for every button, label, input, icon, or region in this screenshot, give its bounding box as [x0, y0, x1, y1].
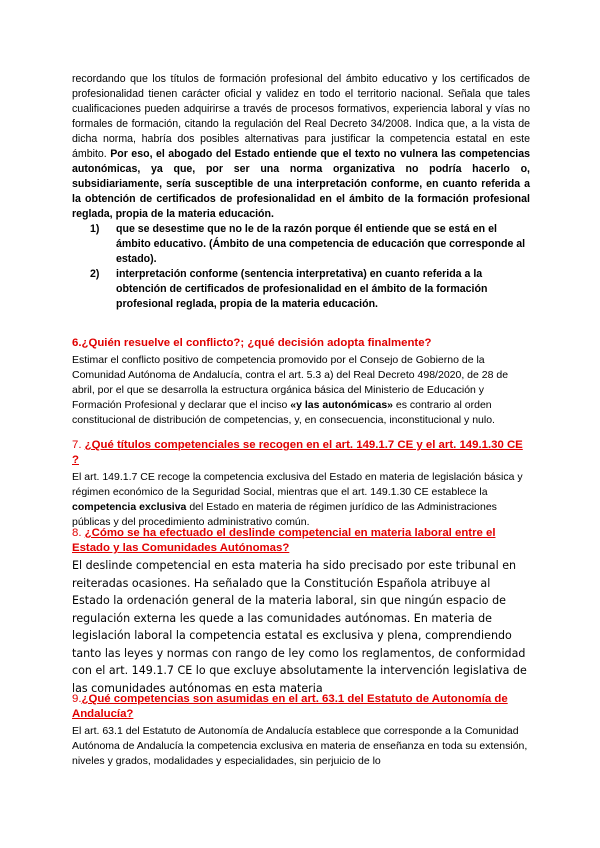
question-7: [72, 438, 530, 530]
intro-text: recordando que los títulos de formación profesional del ámbito educativo y los certificados de profesionalidad tienen carácter oficial y validez en todo el territorio nacional. Señala que tales cualificaciones pueden adquirirse a través de procesos formativos, experiencia laboral y vías no formales de formación, citando la regulación del Real Decreto 34/2008. Indica que, a la vista de dicha norma, habría dos posibles alternativas para justificar la competencia estatal en este ámbito.: [72, 73, 530, 160]
question-7-heading: [72, 438, 530, 468]
question-8-answer: El deslinde competencial en esta materia ha sido precisado por este tribunal en reiteradas ocasiones. Ha señalado que la Constitución Española atribuye al Estado la ordenación general de la materia laboral, sin que ningún espacio de regulación externa les quede a las comunidades autónomas. En materia de legislación laboral la competencia estatal es exclusiva y plena, comprendiendo tanto las leyes y normas con rango de ley como los reglamentos, de conformidad con el art. 149.1.7 CE lo que excluye absolutamente la intervención legislativa de las comunidades autónomas en esta materia: [72, 559, 527, 695]
list-item: [90, 222, 530, 267]
question-8-heading: [72, 526, 530, 556]
question-9-heading: [72, 692, 530, 722]
question-6-heading: 6.¿Quién resuelve el conflicto?; ¿qué decisión adopta finalmente?: [72, 337, 432, 349]
heading-text: ¿Qué títulos competenciales se recogen en el art. 149.1.7 CE y el art. 149.1.30 CE ?: [72, 439, 523, 466]
answer-text: Estimar el conflicto positivo de competencia promovido por el Consejo de Gobierno de la Comunidad Autónoma de Andalucía, contra el art. 5.3 a) del Real Decreto 498/2020, de 28 de abril, por el que se desarrolla la estructura orgánica básica del Ministerio de Educación y Formación Profesional y declarar que el inciso: [72, 354, 509, 411]
list-item-number: 1): [90, 223, 100, 235]
answer-text: El art. 149.1.7 CE recoge la competencia exclusiva del Estado en materia de legislación básica y régimen económico de la Seguridad Social, mientras que el art. 149.1.30 CE establece la: [72, 471, 523, 498]
list-item: [90, 267, 530, 312]
question-9-answer: El art. 63.1 del Estatuto de Autonomía de Andalucía establece que corresponde a la Comunidad Autónoma de Andalucía la competencia exclusiva en materia de enseñanza en toda su extensión, niveles y grados, modalidades y especialidades, sin perjuicio de lo: [72, 725, 528, 767]
intro-paragraph: [72, 72, 530, 222]
answer-bold-text: competencia exclusiva: [72, 501, 187, 513]
question-7-answer: [72, 470, 530, 530]
heading-text: ¿Qué competencias son asumidas en el art. 63.1 del Estatuto de Autonomía de Andalucía?: [72, 693, 508, 720]
heading-text: ¿Cómo se ha efectuado el deslinde competencial en materia laboral entre el Estado y las Comunidades Autónomas?: [72, 527, 496, 554]
list-item-text: interpretación conforme (sentencia interpretativa) en cuanto referida a la obtención de certificados de profesionalidad en el ámbito de la formación profesional reglada, propia de la materia educación.: [116, 268, 488, 310]
question-6: [72, 336, 530, 428]
question-9: [72, 692, 530, 769]
answer-text: del Estado en materia de régimen jurídico de las Administraciones públicas y del procedimiento administrativo común.: [72, 501, 497, 528]
alternatives-list: [90, 222, 530, 312]
answer-text: es contrario al orden constitucional de distribución de competencias, y, en consecuencia, inconstitucional y nulo.: [72, 399, 495, 426]
heading-number: 9.: [72, 693, 82, 705]
heading-number: 7.: [72, 439, 85, 451]
question-6-answer: [72, 353, 530, 428]
heading-number: 8.: [72, 527, 85, 539]
list-item-number: 2): [90, 268, 100, 280]
answer-bold-text: «y las autonómicas»: [290, 399, 393, 411]
question-8: [72, 526, 530, 697]
list-item-text: que se desestime que no le de la razón porque él entiende que se está en el ámbito educativo. (Ámbito de una competencia de educación que corresponde al estado).: [116, 223, 526, 265]
intro-bold-text: Por eso, el abogado del Estado entiende que el texto no vulnera las competencias autonómicas, ya que, por ser una norma organizativa no podría hacerlo o, subsidiariamente, sería susceptible de una interpretación conforme, en cuanto referida a la obtención de certificados de profesionalidad en el ámbito de la formación profesional reglada, propia de la materia educación.: [72, 148, 530, 220]
